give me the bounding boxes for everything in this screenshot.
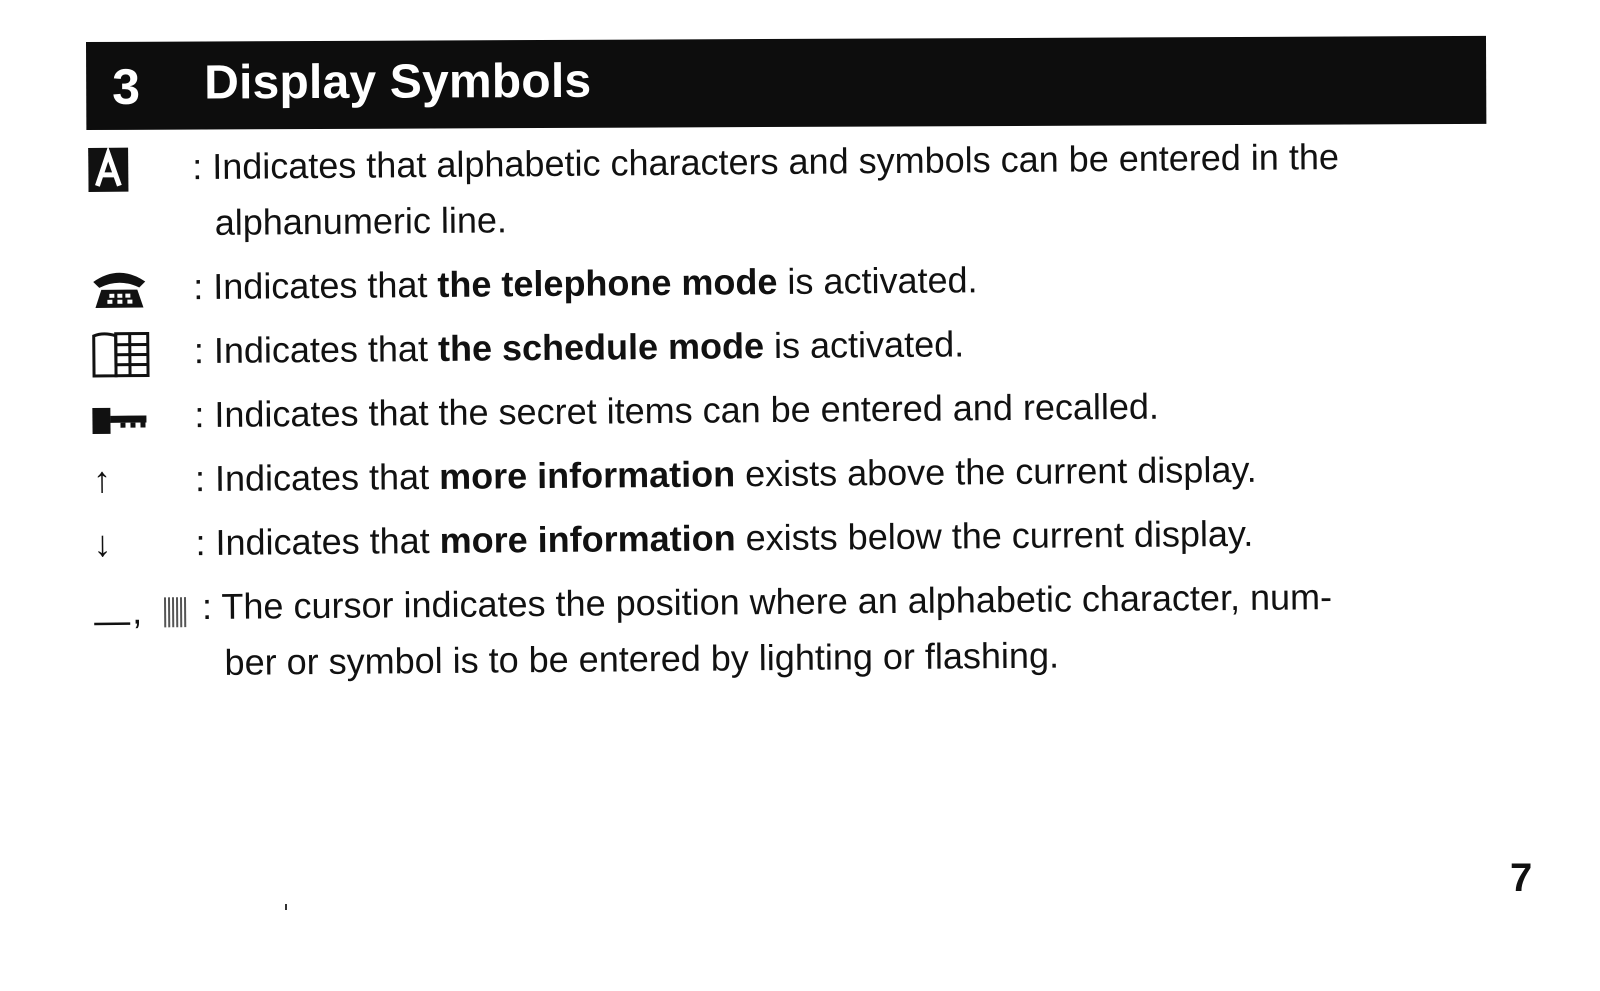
entry-text-suffix: is activated. bbox=[777, 259, 978, 302]
entry-description bbox=[194, 376, 1494, 443]
page-number: 7 bbox=[1510, 856, 1533, 900]
scan-artifact bbox=[285, 904, 287, 910]
entry-text-suffix: is activated. bbox=[763, 323, 965, 367]
list-item-cursor bbox=[92, 568, 1513, 700]
down-arrow-icon: ↓ bbox=[93, 522, 112, 564]
entry-description bbox=[202, 568, 1503, 691]
entry-text-bold: more information bbox=[438, 453, 736, 497]
entry-text-prefix: : Indicates that bbox=[193, 327, 439, 372]
entry-text-bold: the telephone mode bbox=[437, 260, 778, 305]
symbol-list bbox=[88, 128, 1513, 700]
list-item-alpha bbox=[88, 128, 1509, 260]
entry-text-prefix: : Indicates that bbox=[193, 263, 438, 308]
key-icon bbox=[90, 393, 182, 444]
entry-text-line1: : Indicates that alphabetic characters and symbols can be entered in the bbox=[192, 136, 1340, 188]
entry-text-suffix: exists below the current display. bbox=[735, 512, 1254, 559]
entry-text-line2: ber or symbol is to be entered by lighting or flashing. bbox=[224, 634, 1060, 683]
entry-text-suffix: exists above the current display. bbox=[734, 448, 1257, 495]
entry-description bbox=[195, 440, 1495, 507]
entry-text: : Indicates that the secret items can be entered and recalled. bbox=[194, 385, 1160, 436]
section-number: 3 bbox=[112, 58, 141, 115]
entry-text-line2: alphanumeric line. bbox=[214, 199, 508, 243]
section-title: Display Symbols bbox=[204, 54, 592, 110]
schedule-book-icon bbox=[90, 329, 182, 380]
entry-text-bold: the schedule mode bbox=[437, 325, 765, 369]
alpha-mode-icon bbox=[88, 145, 180, 196]
cursor-glyphs bbox=[92, 589, 212, 640]
up-arrow-icon: ↑ bbox=[92, 458, 112, 500]
entry-text-bold: more information bbox=[439, 517, 736, 561]
entry-description bbox=[194, 312, 1494, 379]
telephone-icon bbox=[89, 265, 181, 316]
entry-description bbox=[192, 128, 1493, 251]
cursor-icon bbox=[92, 589, 212, 640]
cursor-separator: , bbox=[131, 590, 143, 632]
entry-text-prefix: : Indicates that bbox=[194, 455, 440, 500]
entry-text-prefix: : Indicates that bbox=[195, 519, 440, 564]
entry-description bbox=[193, 248, 1493, 315]
entry-text-line1: : The cursor indicates the position where an alphabetic character, num- bbox=[201, 576, 1333, 628]
section-header bbox=[86, 36, 1486, 130]
entry-description bbox=[195, 504, 1495, 571]
